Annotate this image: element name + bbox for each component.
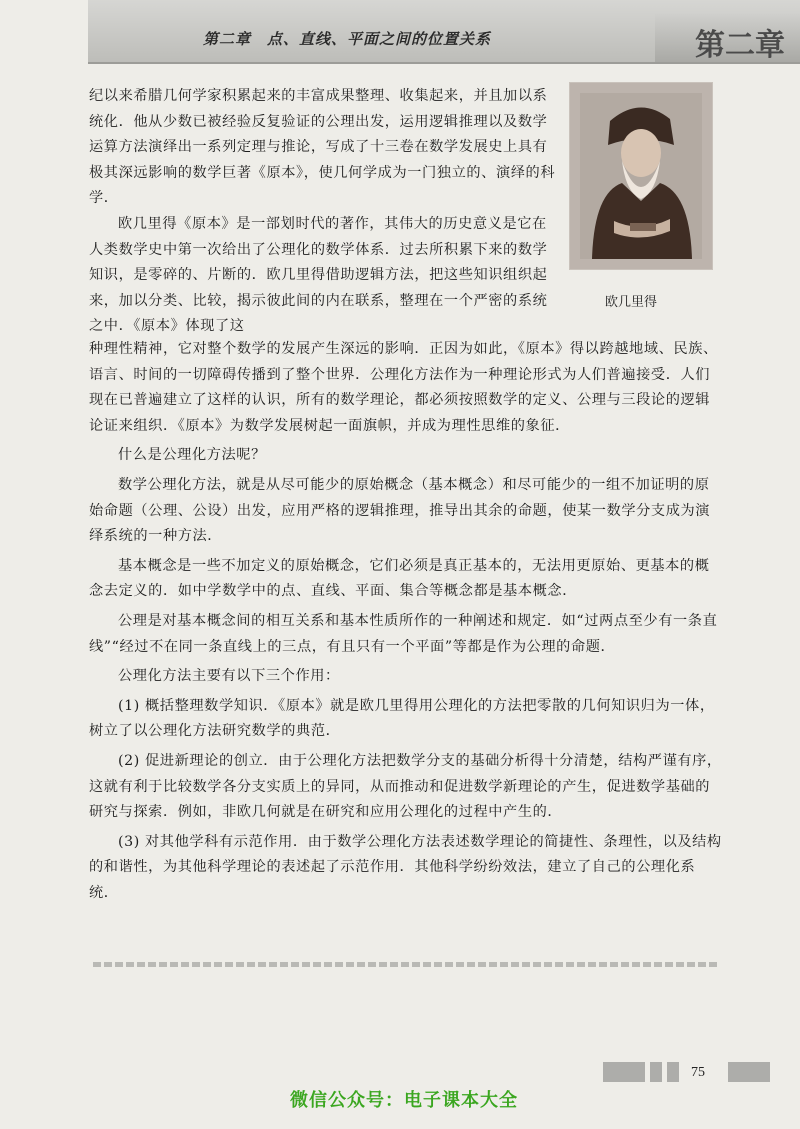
paragraph-roles-intro: 公理化方法主要有以下三个作用：: [118, 668, 340, 685]
watermark-text: 微信公众号：电子课本大全: [290, 1090, 518, 1111]
figure-caption: 欧几里得: [605, 295, 658, 310]
body-text-full: [89, 337, 723, 906]
paragraph-1: 纪以来希腊几何学家积累起来的丰富成果整理、收集起来，并且加以系统化．他从少数已被经验反复验证的公理出发，运用逻辑推理以及数学运算方法演绎出一系列定理与推论，写成了十三卷在数学发展史上具有极其深远影响的数学巨著《原本》，使几何学成为一门独立的、演绎的科学．: [89, 88, 556, 207]
footer-bar-right: [728, 1062, 770, 1082]
footer-bar-left-2: [650, 1062, 662, 1082]
list-item-1: (1) 概括整理数学知识．《原本》就是欧几里得用公理化的方法把零散的几何知识归为一体，树立了以公理化方法研究数学的典范．: [89, 697, 715, 740]
question-line: 什么是公理化方法呢？: [118, 447, 266, 464]
paragraph-2: 欧几里得《原本》是一部划时代的著作，其伟大的历史意义是它在人类数学史中第一次给出了公理化的数学体系．过去所积累下来的数学知识，是零碎的、片断的．欧几里得借助逻辑方法，把这些知识组织起来，加以分类、比较，揭示彼此间的内在联系，整理在一个严密的系统之中．《原本》体现了这: [89, 215, 548, 335]
list-item-2: (2) 促进新理论的创立．由于公理化方法把数学分支的基础分析得十分清楚，结构严谨有序，这就有利于比较数学各分支实质上的异同，从而推动和促进数学新理论的产生，促进数学基础的研究与探索．例如，非欧几何就是在研究和应用公理化的过程中产生的．: [89, 752, 722, 821]
paragraph-definition: 数学公理化方法，就是从尽可能少的原始概念（基本概念）和尽可能少的一组不加证明的原始命题（公理、公设）出发，应用严格的逻辑推理，推导出其余的命题，使某一数学分支成为演绎系统的一种方法．: [89, 476, 711, 545]
footer-bar-left-3: [667, 1062, 679, 1082]
header-title: 第二章 点、直线、平面之间的位置关系: [203, 30, 492, 48]
footer-bar-left-1: [603, 1062, 645, 1082]
page-number: 75: [691, 1065, 705, 1080]
body-text-wrapped: [89, 84, 557, 340]
page-header: [88, 0, 800, 64]
section-divider: [93, 962, 719, 967]
chapter-tab-label: 第二章: [695, 28, 785, 63]
euclid-portrait-drawing: [570, 83, 712, 269]
paragraph-3: 种理性精神，它对整个数学的发展产生深远的影响．正因为如此，《原本》得以跨越地域、民族、语言、时间的一切障碍传播到了整个世界．公理化方法作为一种理论形式为人们普遍接受．人们现在已普遍建立了这样的认识，所有的数学理论，都必须按照数学的定义、公理与三段论的逻辑论证来组织．《原本》为数学发展树起一面旗帜，并成为理性思维的象征．: [89, 341, 718, 434]
chapter-tab: [655, 14, 800, 62]
list-item-3: (3) 对其他学科有示范作用．由于数学公理化方法表述数学理论的简捷性、条理性，以及结构的和谐性，为其他科学理论的表述起了示范作用．其他科学纷纷效法，建立了自己的公理化系统．: [89, 833, 722, 901]
paragraph-basic-concepts: 基本概念是一些不加定义的原始概念，它们必须是真正基本的，无法用更原始、更基本的概念去定义的．如中学数学中的点、直线、平面、集合等概念都是基本概念．: [89, 557, 710, 600]
euclid-portrait-icon: [569, 82, 713, 270]
paragraph-axioms: 公理是对基本概念间的相互关系和基本性质所作的一种阐述和规定．如“过两点至少有一条直线”“经过不在同一条直线上的三点，有且只有一个平面”等都是作为公理的命题．: [89, 612, 718, 655]
